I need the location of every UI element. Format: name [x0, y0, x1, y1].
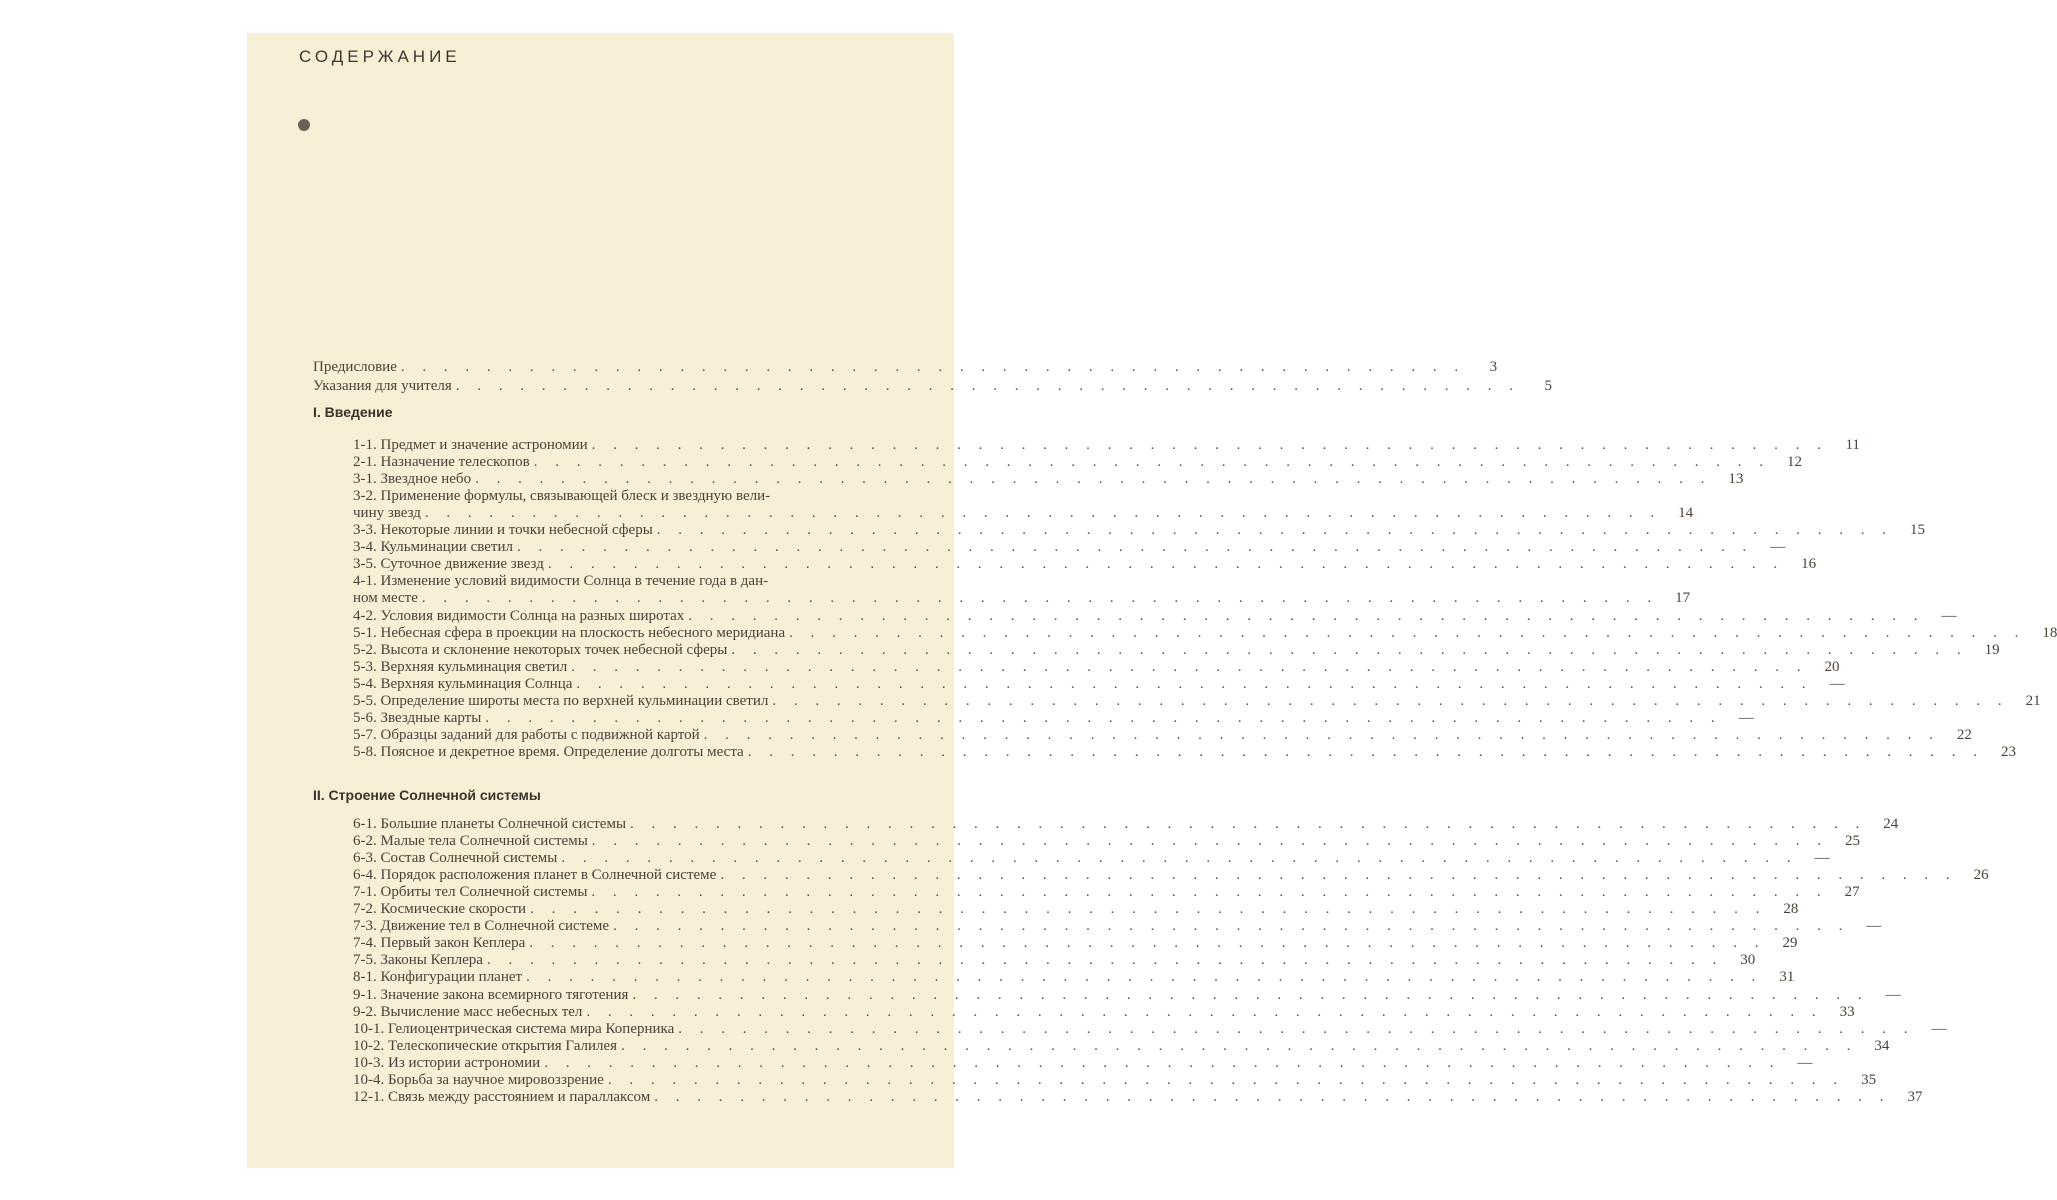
- toc-entry: [353, 658, 1840, 676]
- leader-dots: . . . . . . . . . . . . . . . . . . . . . . . . . . . . . . . . . . . . . . . . . . . . . . . . . . . . . . . . . .: [526, 969, 1763, 986]
- leader-dots: . . . . . . . . . . . . . . . . . . . . . . . . . . . . . . . . . . . . . . . . . . . . . . . . . . . . . . . . . .: [613, 918, 1850, 935]
- toc-entry-page: 14: [1678, 505, 1694, 522]
- toc-entry-label: 6-1. Большие планеты Солнечной системы: [353, 816, 627, 832]
- toc-entry: [353, 522, 1926, 539]
- page-title: СОДЕРЖАНИЕ: [299, 47, 461, 66]
- leader-dots: . . . . . . . . . . . . . . . . . . . . . . . . . . . . . . . . . . . . . . . . . . . . . . . . . . . . . . . . . .: [530, 901, 1767, 918]
- leader-dots: . . . . . . . . . . . . . . . . . . . . . . . . . . . . . . . . . . . . . . . . . . . . . . . . . . . . . . . . . .: [424, 505, 1662, 522]
- toc-entry-page: 5: [1544, 378, 1552, 394]
- leader-dots: . . . . . . . . . . . . . . . . . . . . . . . . . . . . . . . . . . . . . . . . . . . . . . . . . . . . . . . . . .: [529, 935, 1766, 952]
- toc-entry: [353, 918, 1882, 935]
- leader-dots: . . . . . . . . . . . . . . . . . . . . . . . . . . . . . . . . . . . . . . . . . . . . . . . . . . . . . . . . . .: [607, 1071, 1845, 1088]
- toc-entry: [313, 359, 1498, 376]
- leader-dots: . . . . . . . . . . . . . . . . . . . . . . . . . . . . . . . . . . . . . . . . . . . . . . . . . . . . . . . . . .: [561, 850, 1798, 867]
- toc-entry: [353, 816, 1899, 833]
- toc-entry-page: —: [1866, 918, 1882, 935]
- toc-entry-page: 20: [1824, 658, 1840, 675]
- leader-dots: . . . . . . . . . . . . . . . . . . . . . . . . . . . . . . . . . . . . . . . . . . . . . . . . . . . . . . . . . .: [591, 884, 1828, 901]
- toc-entry-page: —: [1770, 539, 1786, 556]
- leader-dots: . . . . . . . . . . . . . . . . . . . . . . . . . . . . . . . . . . . . . . . . . . . . . . . . . . . . . . . . . .: [654, 1088, 1891, 1105]
- toc-entry-label: 4-1. Изменение условий видимости Солнца в течение года в дан-: [353, 573, 769, 590]
- toc-entry-page: 23: [2000, 743, 2016, 760]
- toc-entry-page: —: [1829, 675, 1845, 692]
- toc-entry-page: 15: [1910, 522, 1926, 539]
- toc-entry-page: 27: [1844, 884, 1860, 901]
- toc-entry: [353, 641, 2000, 659]
- toc-entry-page: 19: [1984, 641, 2000, 658]
- toc-entry-label: 3-2. Применение формулы, связывающей блеск и звездную вели-: [353, 488, 771, 505]
- toc-entry-label: 5-7. Образцы заданий для работы с подвижной картой: [353, 726, 700, 743]
- toc-entry-page: —: [1885, 986, 1901, 1003]
- toc-entry-page: 22: [1956, 726, 1972, 743]
- leader-dots: . . . . . . . . . . . . . . . . . . . . . . . . . . . . . . . . . . . . . . . . . . . . . . . . . . . . . . . . . .: [485, 709, 1722, 726]
- toc-entry-label: 4-2. Условия видимости Солнца на разных широтах: [353, 607, 685, 624]
- toc-entry-label: 8-1. Конфигурации планет: [353, 969, 523, 986]
- leader-dots: . . . . . . . . . . . . . . . . . . . . . . . . . . . . . . . . . . . . . . . . . . . . . . . . . . . . . . . . . .: [571, 658, 1808, 675]
- toc-entry-label: 5-8. Поясное и декретное время. Определение долготы места: [353, 743, 744, 760]
- toc-entry: [353, 1037, 1890, 1055]
- leader-dots: . . . . . . . . . . . . . . . . . . . . . . . . . . . . . . . . . . . . . . . . . . . . . . . . . . . . . . . . . .: [678, 1020, 1915, 1037]
- toc-entry: [353, 969, 1795, 986]
- leader-dots: . . . . . . . . . . . . . . . . . . . . . . . . . . . . . . . . . . . . . . . . . . . . . . . . . . . . . . . . . .: [475, 471, 1712, 488]
- toc-entry-label: 1-1. Предмет и значение астрономии: [353, 437, 588, 453]
- toc-entry-label: 7-1. Орбиты тел Солнечной системы: [353, 884, 588, 901]
- toc-entry-label: 12-1. Связь между расстоянием и параллаксом: [353, 1088, 651, 1105]
- leader-dots: . . . . . . . . . . . . . . . . . . . . . . . . . . . . . . . . . . . . . . . . . . . . . . . . . .: [400, 359, 1466, 375]
- toc-entry-page: 21: [2025, 692, 2041, 709]
- toc-entry-label: 3-1. Звездное небо: [353, 471, 472, 488]
- toc-entry-label: 9-2. Вычисление масс небесных тел: [353, 1003, 583, 1020]
- toc-entry-page: 13: [1728, 471, 1744, 488]
- toc-entry-label: 9-1. Значение закона всемирного тяготения: [353, 986, 629, 1003]
- toc-entry: [353, 935, 1798, 952]
- toc-entry: [353, 726, 1972, 744]
- toc-entry-label: 10-1. Гелиоцентрическая система мира Коперника: [353, 1020, 675, 1037]
- toc-entry: [353, 1071, 1877, 1089]
- leader-dots: . . . . . . . . . . . . . . . . . . . . . . . . . . . . . . . . . . . . . . . . . . . . . . . . . . . . . . . . . .: [630, 816, 1867, 832]
- toc-entry: [353, 1054, 1813, 1072]
- toc-entry-page: 34: [1874, 1037, 1890, 1054]
- toc-entry-label: Указания для учителя: [313, 378, 452, 394]
- leader-dots: . . . . . . . . . . . . . . . . . . . . . . . . . . . . . . . . . . . . . . . . . . . . . . . . . . . . . . . . . .: [586, 1003, 1823, 1020]
- toc-entry: [353, 471, 1744, 488]
- toc-entry: [353, 1003, 1855, 1021]
- leader-dots: . . . . . . . . . . . . . . . . . . . . . . . . . . . . . . . . . . . . . . . . . . . . . . . . . . . . . . . . . .: [720, 867, 1957, 884]
- leader-dots: . . . . . . . . . . . . . . . . . . . . . . . . . . . . . . . . . . . . . . . . . . . . . . . . . . . . . . . . . .: [591, 833, 1829, 850]
- leader-dots: . . . . . . . . . . . . . . . . . . . . . . . . . . . . . . . . . . . . . . . . . . . . . . . . . . . . . . . . . .: [731, 641, 1968, 658]
- leader-dots: . . . . . . . . . . . . . . . . . . . . . . . . . . . . . . . . . . . . . . . . . . . . . . . . . . . . . . . . . .: [544, 1054, 1781, 1071]
- leader-dots: . . . . . . . . . . . . . . . . . . . . . . . . . . . . . . . . . . . . . . . . . . . . . . . . . .: [455, 378, 1520, 394]
- toc-entry-label: 7-2. Космические скорости: [353, 901, 527, 918]
- leader-dots: . . . . . . . . . . . . . . . . . . . . . . . . . . . . . . . . . . . . . . . . . . . . . . . . . . . . . . . . . .: [772, 692, 2009, 709]
- toc-entry-label: 5-6. Звездные карты: [353, 709, 482, 726]
- leader-dots: . . . . . . . . . . . . . . . . . . . . . . . . . . . . . . . . . . . . . . . . . . . . . . . . . . . . . . . . . .: [576, 675, 1813, 692]
- toc-entry-page: —: [1814, 850, 1830, 867]
- toc-entry: [353, 867, 1989, 884]
- toc-entry-label: 10-3. Из истории астрономии: [353, 1054, 541, 1071]
- leader-dots: . . . . . . . . . . . . . . . . . . . . . . . . . . . . . . . . . . . . . . . . . . . . . . . . . . . . . . . . . .: [486, 952, 1724, 969]
- toc-entry-page: 37: [1907, 1088, 1923, 1105]
- toc-entry: [353, 624, 2057, 642]
- toc-entry-label: 3-3. Некоторые линии и точки небесной сферы: [353, 522, 653, 539]
- toc-entry: [353, 1020, 1947, 1038]
- leader-dots: . . . . . . . . . . . . . . . . . . . . . . . . . . . . . . . . . . . . . . . . . . . . . . . . . . . . . . . . . .: [516, 539, 1754, 556]
- toc-entry: [353, 505, 1694, 522]
- toc-entry: [313, 378, 1552, 395]
- toc-entry: [353, 692, 2041, 710]
- toc-entry-label: 7-3. Движение тел в Солнечной системе: [353, 918, 610, 935]
- toc-entry-page: —: [1797, 1054, 1813, 1071]
- toc-entry-page: 28: [1783, 901, 1799, 918]
- toc-entry-label: ном месте: [353, 590, 418, 607]
- leader-dots: . . . . . . . . . . . . . . . . . . . . . . . . . . . . . . . . . . . . . . . . . . . . . . . . . . . . . . . . . .: [656, 522, 1894, 539]
- toc-entry-page: 31: [1779, 969, 1795, 986]
- toc-entry-page: 12: [1786, 454, 1802, 471]
- toc-entry-label: 10-2. Телескопические открытия Галилея: [353, 1037, 618, 1054]
- leader-dots: . . . . . . . . . . . . . . . . . . . . . . . . . . . . . . . . . . . . . . . . . . . . . . . . . . . . . . . . . .: [632, 986, 1869, 1003]
- toc-entry: [353, 607, 1957, 625]
- toc-entry-page: 18: [2042, 624, 2057, 641]
- toc-entry-label: 5-3. Верхняя кульминация светил: [353, 658, 568, 675]
- leader-dots: . . . . . . . . . . . . . . . . . . . . . . . . . . . . . . . . . . . . . . . . . . . . . . . . . . . . . . . . . .: [747, 743, 1984, 760]
- toc-entry-page: —: [1931, 1020, 1947, 1037]
- leader-dots: . . . . . . . . . . . . . . . . . . . . . . . . . . . . . . . . . . . . . . . . . . . . . . . . . . . . . . . . . .: [591, 437, 1828, 453]
- toc-entry-page: 29: [1782, 935, 1798, 952]
- toc-entry-page: 17: [1675, 590, 1691, 607]
- toc-entry-label: 7-4. Первый закон Кеплера: [353, 935, 526, 952]
- leader-dots: . . . . . . . . . . . . . . . . . . . . . . . . . . . . . . . . . . . . . . . . . . . . . . . . . . . . . . . . . .: [421, 590, 1659, 607]
- toc-entry: [353, 539, 1786, 556]
- toc-entry-label: 5-5. Определение широты места по верхней кульминации светил: [353, 692, 769, 709]
- toc-entry-label: чину звезд: [353, 505, 421, 522]
- toc-entry-label: 6-3. Состав Солнечной системы: [353, 850, 558, 867]
- book-page: [247, 33, 2057, 1168]
- leader-dots: . . . . . . . . . . . . . . . . . . . . . . . . . . . . . . . . . . . . . . . . . . . . . . . . . . . . . . . . . .: [789, 624, 2026, 641]
- toc-entry-page: 35: [1861, 1071, 1877, 1088]
- toc-entry: [353, 986, 1901, 1004]
- toc-entry-page: 24: [1883, 816, 1899, 832]
- toc-entry: [353, 573, 949, 590]
- toc-entry-label: 5-1. Небесная сфера в проекции на плоскость небесного меридиана: [353, 624, 786, 641]
- toc-entry-label: 5-2. Высота и склонение некоторых точек небесной сферы: [353, 641, 728, 658]
- toc-entry: [353, 454, 1802, 471]
- toc-entry: [353, 556, 1817, 573]
- leader-dots: . . . . . . . . . . . . . . . . . . . . . . . . . . . . . . . . . . . . . . . . . . . . . . . . . . . . . . . . . .: [621, 1037, 1858, 1054]
- leader-dots: . . . . . . . . . . . . . . . . . . . . . . . . . . . . . . . . . . . . . . . . . . . . . . . . . . . . . . . . . .: [547, 556, 1785, 573]
- toc-entry-page: 30: [1740, 952, 1756, 969]
- toc-entry-label: 6-2. Малые тела Солнечной системы: [353, 833, 588, 850]
- toc-entry: [353, 437, 1860, 454]
- toc-entry: [353, 590, 1691, 607]
- section-heading: I. Введение: [313, 404, 393, 420]
- toc-entry-label: 3-5. Суточное движение звезд: [353, 556, 544, 573]
- toc-entry-page: 3: [1489, 359, 1498, 375]
- toc-entry-label: 5-4. Верхняя кульминация Солнца: [353, 675, 573, 692]
- toc-entry-page: —: [1941, 607, 1957, 624]
- toc-entry: [353, 952, 1756, 969]
- toc-entry: [353, 743, 2016, 761]
- toc-entry-label: Предисловие: [313, 359, 397, 375]
- toc-entry-label: 3-4. Кульминации светил: [353, 539, 513, 556]
- toc-entry: [353, 1088, 1923, 1106]
- toc-entry-page: 33: [1839, 1003, 1855, 1020]
- toc-entry: [353, 675, 1845, 693]
- section-heading: II. Строение Солнечной системы: [313, 787, 541, 803]
- toc-entry-page: 25: [1845, 833, 1861, 850]
- toc-entry: [353, 488, 949, 505]
- toc-entry-page: —: [1738, 709, 1754, 726]
- leader-dots: . . . . . . . . . . . . . . . . . . . . . . . . . . . . . . . . . . . . . . . . . . . . . . . . . . . . . . . . . .: [533, 454, 1770, 471]
- toc-entry-label: 10-4. Борьба за научное мировоззрение: [353, 1071, 604, 1088]
- leader-dots: . . . . . . . . . . . . . . . . . . . . . . . . . . . . . . . . . . . . . . . . . . . . . . . . . . . . . . . . . .: [688, 607, 1925, 624]
- toc-entry-page: 11: [1845, 437, 1860, 453]
- leader-dots: . . . . . . . . . . . . . . . . . . . . . . . . . . . . . . . . . . . . . . . . . . . . . . . . . . . . . . . . . .: [703, 726, 1940, 743]
- toc-entry: [353, 833, 1861, 850]
- toc-entry: [353, 850, 1830, 867]
- toc-entry-page: 26: [1973, 867, 1989, 884]
- bullet-dot-icon: [298, 119, 310, 131]
- toc-entry: [353, 709, 1754, 727]
- toc-entry-label: 7-5. Законы Кеплера: [353, 952, 483, 969]
- toc-entry-label: 2-1. Назначение телескопов: [353, 454, 530, 471]
- toc-entry-label: 6-4. Порядок расположения планет в Солнечной системе: [353, 867, 717, 884]
- toc-entry: [353, 901, 1799, 918]
- toc-entry: [353, 884, 1860, 901]
- toc-entry-page: 16: [1801, 556, 1817, 573]
